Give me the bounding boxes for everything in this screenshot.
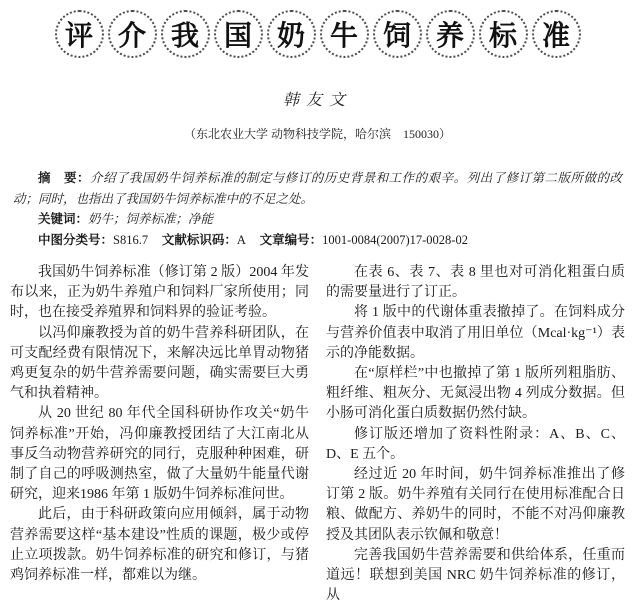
abstract-text: 介绍了我国奶牛饲养标准的制定与修订的历史背景和工作的艰辛。列出了修订第二版所做的改动；同时，也指出了我国奶牛饲养标准中的不足之处。 [13, 171, 622, 206]
doc-code-value: A [236, 232, 246, 247]
paragraph: 将 1 版中的代谢体重表撤掉了。在饲料成分与营养价值表中取消了用旧单位（Mcal·kg⁻¹）表示的净能数据。 [326, 305, 625, 361]
doc-code-label: 文献标识码： [161, 232, 237, 247]
title-char-oval: 介 [108, 10, 157, 58]
title-char-oval: 奶 [267, 10, 316, 58]
title-char-oval: 国 [214, 10, 263, 58]
title-char-oval: 牛 [320, 10, 369, 58]
keywords-label: 关键词： [38, 212, 89, 226]
paragraph: 以冯仰廉教授为首的奶牛营养科研团队，在可支配经费有限情况下，来解决远比单胃动物猪鸡更复杂的奶牛营养需要问题，确实需要巨大勇气和执着精神。 [10, 325, 309, 402]
abstract-label: 摘 要： [38, 171, 90, 185]
paragraph: 修订版还增加了资料性附录：A、B、C、D、E 五个。 [326, 426, 625, 462]
paragraph: 我国奶牛饲养标准（修订第 2 版）2004 年发布以来，正为奶牛养殖户和饲料厂家所使用；同时，也在接受养殖界和饲料界的验证考验。 [10, 265, 309, 321]
keywords-line [13, 209, 622, 230]
article-id-value: 1001-0084(2007)17-0028-02 [322, 232, 468, 247]
title-char-oval: 养 [426, 10, 475, 58]
affiliation: （东北农业大学 动物科技学院，哈尔滨 150030） [183, 127, 451, 141]
clc-label: 中图分类号： [38, 232, 114, 247]
title-char-oval: 我 [161, 10, 210, 58]
paragraph: 在“原样栏”中也撤掉了第 1 版所列粗脂肪、粗纤维、粗灰分、无氮浸出物 4 列成分数据。但小肠可消化蛋白质数据仍然付缺。 [326, 366, 625, 422]
body-columns [10, 263, 625, 606]
paragraph: 经过近 20 年时间，奶牛饲养标准推出了修订第 2 版。奶牛养殖有关同行在使用标准配合日粮、做配方、养奶牛的同时，不能不对冯仰廉教授及其团队表示钦佩和敬意！ [326, 467, 625, 543]
left-column [10, 263, 309, 606]
title-char-oval: 饲 [373, 10, 422, 58]
paragraph: 此后，由于科研政策向应用倾斜，属于动物营养需要这样“基本建设”性质的课题，极少或停止立项拨款。奶牛饲养标准的研究和修订，与猪鸡饲养标准一样，都难以为继。 [10, 507, 309, 584]
paragraph: 完善我国奶牛营养需要和供给体系，任重而道远！联想到美国 NRC 奶牛饲养标准的修订，从 [326, 547, 625, 604]
right-column [326, 263, 625, 606]
meta-block [13, 168, 622, 250]
keywords-text: 奶牛；饲养标准；净能 [88, 212, 214, 226]
title-char-oval: 评 [55, 10, 104, 58]
clc-value: S816.7 [113, 232, 149, 247]
paragraph: 在表 6、表 7、表 8 里也对可消化粗蛋白质的需要量进行了订正。 [326, 265, 625, 301]
abstract [13, 168, 622, 209]
article-title [0, 7, 635, 61]
paragraph: 从 20 世纪 80 年代全国科研协作攻关“奶牛饲养标准”开始，冯仰廉教授团结了大江南北从事反刍动物营养研究的同行，克服种种困难，研制了自己的呼吸测热室，做了大量奶牛能量代谢研究，迎来1986 年第 1 版奶牛饲养标准问世。 [10, 406, 309, 503]
author-name: 韩友文 [282, 92, 352, 109]
article-id-label: 文章编号： [259, 232, 323, 247]
title-char-oval: 准 [532, 10, 581, 58]
title-char-oval: 标 [479, 10, 528, 58]
classification-line [13, 230, 622, 251]
